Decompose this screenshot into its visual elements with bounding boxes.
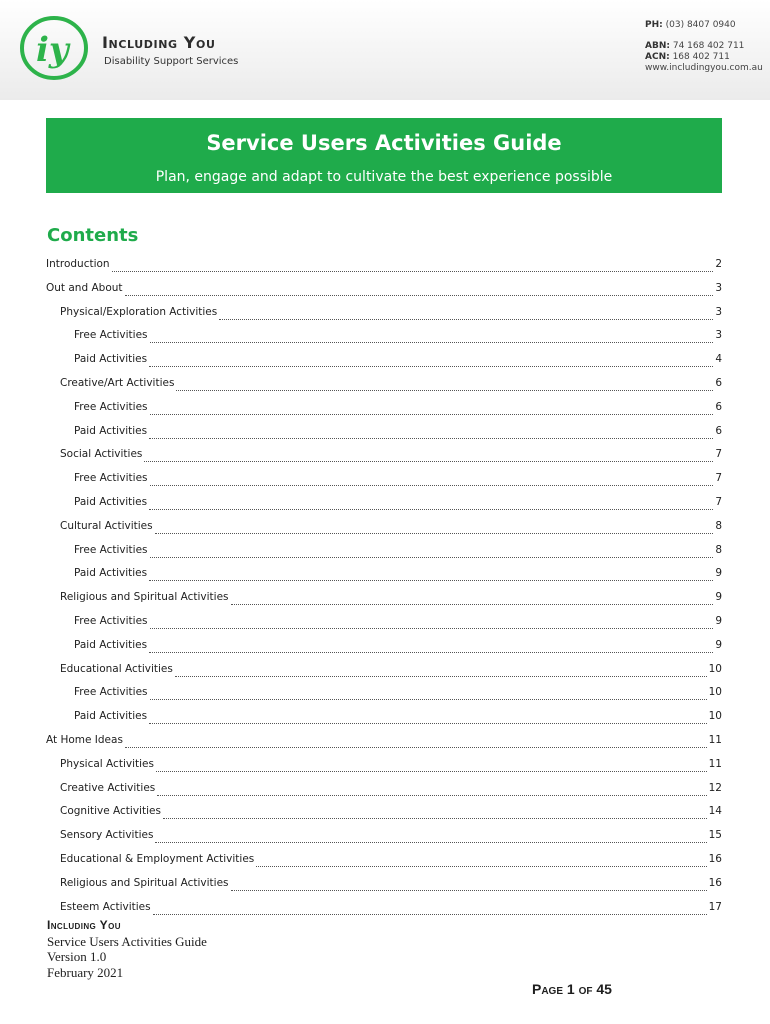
phone-label: PH: — [645, 20, 663, 30]
toc-entry-page: 9 — [715, 638, 722, 651]
toc-entry-page: 9 — [715, 591, 722, 604]
toc-entry-page: 6 — [715, 400, 722, 413]
toc-entry[interactable] — [74, 425, 722, 445]
toc-entry[interactable] — [60, 520, 722, 540]
toc-dot-leader — [157, 794, 706, 796]
toc-entry[interactable] — [74, 639, 722, 659]
toc-entry-page: 4 — [715, 353, 722, 366]
toc-entry-label: Paid Activities — [74, 710, 148, 723]
toc-entry-page: 11 — [708, 757, 722, 770]
acn-number: 168 402 711 — [672, 52, 730, 62]
toc-dot-leader — [149, 722, 707, 724]
toc-dot-leader — [175, 675, 707, 677]
document-title: Service Users Activities Guide — [206, 131, 562, 155]
toc-dot-leader — [150, 698, 707, 700]
toc-entry-page: 10 — [708, 710, 722, 723]
toc-entry[interactable] — [74, 615, 722, 635]
acn-label: ACN: — [645, 52, 670, 62]
footer-brand: Including You — [47, 918, 121, 932]
toc-entry[interactable] — [74, 686, 722, 706]
toc-dot-leader — [155, 532, 714, 534]
footer-doc-title: Service Users Activities Guide — [47, 933, 207, 949]
toc-entry-page: 11 — [708, 734, 722, 746]
toc-entry[interactable] — [74, 710, 722, 730]
toc-entry[interactable] — [60, 877, 722, 897]
toc-entry-label: Paid Activities — [74, 424, 148, 437]
toc-entry[interactable] — [60, 758, 722, 778]
toc-entry[interactable] — [60, 591, 722, 611]
toc-entry[interactable] — [60, 448, 722, 468]
svg-text:iy: iy — [36, 30, 69, 70]
brand-tagline: Disability Support Services — [104, 56, 239, 67]
iy-logo-icon — [16, 13, 94, 83]
contents-heading: Contents — [47, 225, 139, 246]
toc-entry[interactable] — [60, 663, 722, 683]
toc-dot-leader — [125, 294, 714, 296]
toc-dot-leader — [231, 889, 707, 891]
toc-entry-page: 6 — [715, 377, 722, 389]
toc-entry-page: 7 — [715, 448, 722, 461]
toc-entry[interactable] — [74, 496, 722, 516]
toc-entry-label: Physical Activities — [60, 757, 154, 770]
toc-entry-label: Esteem Activities — [60, 900, 151, 913]
abn-number: 74 168 402 711 — [672, 41, 745, 51]
toc-dot-leader — [149, 365, 713, 367]
footer-version: Version 1.0 — [47, 949, 107, 964]
toc-entry-page: 12 — [708, 781, 722, 794]
toc-entry-label: Paid Activities — [74, 567, 148, 580]
toc-entry-page: 7 — [715, 496, 722, 508]
document-subtitle: Plan, engage and adapt to cultivate the best experience possible — [155, 169, 613, 185]
toc-dot-leader — [144, 460, 713, 462]
page-number: Page 1 of 45 — [532, 981, 612, 997]
toc-entry[interactable] — [46, 734, 722, 754]
toc-dot-leader — [125, 746, 707, 748]
toc-entry-label: Paid Activities — [74, 638, 148, 651]
letterhead — [0, 0, 770, 100]
toc-entry-label: Social Activities — [60, 448, 143, 461]
toc-entry-page: 3 — [715, 329, 722, 342]
toc-entry-page: 3 — [715, 305, 722, 318]
toc-entry-label: Sensory Activities — [60, 829, 154, 842]
toc-dot-leader — [150, 484, 714, 486]
toc-entry-label: Paid Activities — [74, 496, 148, 508]
title-banner — [46, 118, 722, 193]
toc-entry-page: 9 — [715, 567, 722, 580]
toc-dot-leader — [150, 556, 714, 558]
company-logo — [16, 13, 276, 83]
toc-dot-leader — [150, 341, 714, 343]
toc-entry-page: 8 — [715, 543, 722, 556]
abn-label: ABN: — [645, 41, 670, 51]
toc-entry-page: 7 — [715, 472, 722, 485]
toc-entry[interactable] — [60, 853, 722, 873]
toc-entry[interactable] — [60, 377, 722, 397]
toc-entry-label: Free Activities — [74, 329, 148, 342]
toc-dot-leader — [219, 318, 713, 320]
toc-entry-label: Creative Activities — [60, 781, 156, 794]
toc-dot-leader — [149, 437, 713, 439]
page-footer — [47, 918, 207, 980]
toc-entry-label: At Home Ideas — [46, 734, 123, 746]
toc-entry-page: 16 — [708, 853, 722, 865]
toc-entry[interactable] — [74, 353, 722, 373]
toc-entry[interactable] — [74, 472, 722, 492]
toc-entry-page: 17 — [708, 900, 722, 913]
toc-dot-leader — [149, 508, 713, 510]
toc-entry-page: 6 — [715, 424, 722, 437]
toc-entry-label: Out and About — [46, 281, 123, 294]
toc-dot-leader — [149, 579, 713, 581]
toc-entry-label: Creative/Art Activities — [60, 377, 175, 389]
toc-entry-label: Educational & Employment Activities — [60, 853, 255, 865]
toc-entry[interactable] — [74, 401, 722, 421]
toc-entry-label: Introduction — [46, 258, 110, 270]
brand-name: Including You — [102, 33, 216, 52]
toc-dot-leader — [149, 651, 713, 653]
toc-entry-label: Cultural Activities — [60, 519, 153, 532]
toc-dot-leader — [163, 817, 707, 819]
toc-entry-label: Religious and Spiritual Activities — [60, 876, 229, 889]
toc-entry-page: 15 — [708, 829, 722, 842]
toc-dot-leader — [156, 770, 707, 772]
toc-entry[interactable] — [46, 282, 722, 302]
toc-dot-leader — [150, 413, 714, 415]
toc-entry-label: Free Activities — [74, 543, 148, 556]
toc-entry[interactable] — [46, 258, 722, 278]
toc-dot-leader — [231, 603, 714, 605]
toc-entry[interactable] — [74, 567, 722, 587]
phone-number: (03) 8407 0940 — [665, 20, 736, 30]
toc-entry-label: Educational Activities — [60, 662, 173, 675]
toc-entry-page: 2 — [715, 258, 722, 270]
website-link[interactable]: www.includingyou.com.au — [645, 63, 763, 73]
toc-entry-page: 10 — [708, 686, 722, 699]
toc-dot-leader — [153, 913, 707, 915]
toc-entry-page: 10 — [708, 662, 722, 675]
toc-dot-leader — [256, 865, 706, 867]
toc-entry-label: Free Activities — [74, 472, 148, 485]
toc-entry-label: Paid Activities — [74, 353, 148, 366]
toc-entry[interactable] — [74, 329, 722, 349]
toc-dot-leader — [150, 627, 714, 629]
toc-entry-label: Free Activities — [74, 686, 148, 699]
footer-date: February 2021 — [47, 964, 124, 980]
toc-entry-label: Free Activities — [74, 400, 148, 413]
toc-entry[interactable] — [74, 544, 722, 564]
toc-entry-page: 3 — [715, 281, 722, 294]
toc-entry-page: 9 — [715, 615, 722, 627]
toc-dot-leader — [176, 389, 713, 391]
toc-entry-label: Free Activities — [74, 615, 148, 627]
toc-dot-leader — [112, 270, 714, 272]
toc-entry-page: 8 — [715, 519, 722, 532]
toc-entry-label: Physical/Exploration Activities — [60, 305, 218, 318]
toc-entry-page: 14 — [708, 805, 722, 818]
toc-entry-label: Religious and Spiritual Activities — [60, 591, 229, 604]
toc-entry[interactable] — [60, 805, 722, 825]
toc-entry-page: 16 — [708, 876, 722, 889]
contact-block — [645, 20, 763, 74]
toc-entry-label: Cognitive Activities — [60, 805, 161, 818]
toc-entry[interactable] — [60, 829, 722, 849]
toc-entry[interactable] — [60, 782, 722, 802]
toc-entry[interactable] — [60, 306, 722, 326]
toc-dot-leader — [155, 841, 706, 843]
